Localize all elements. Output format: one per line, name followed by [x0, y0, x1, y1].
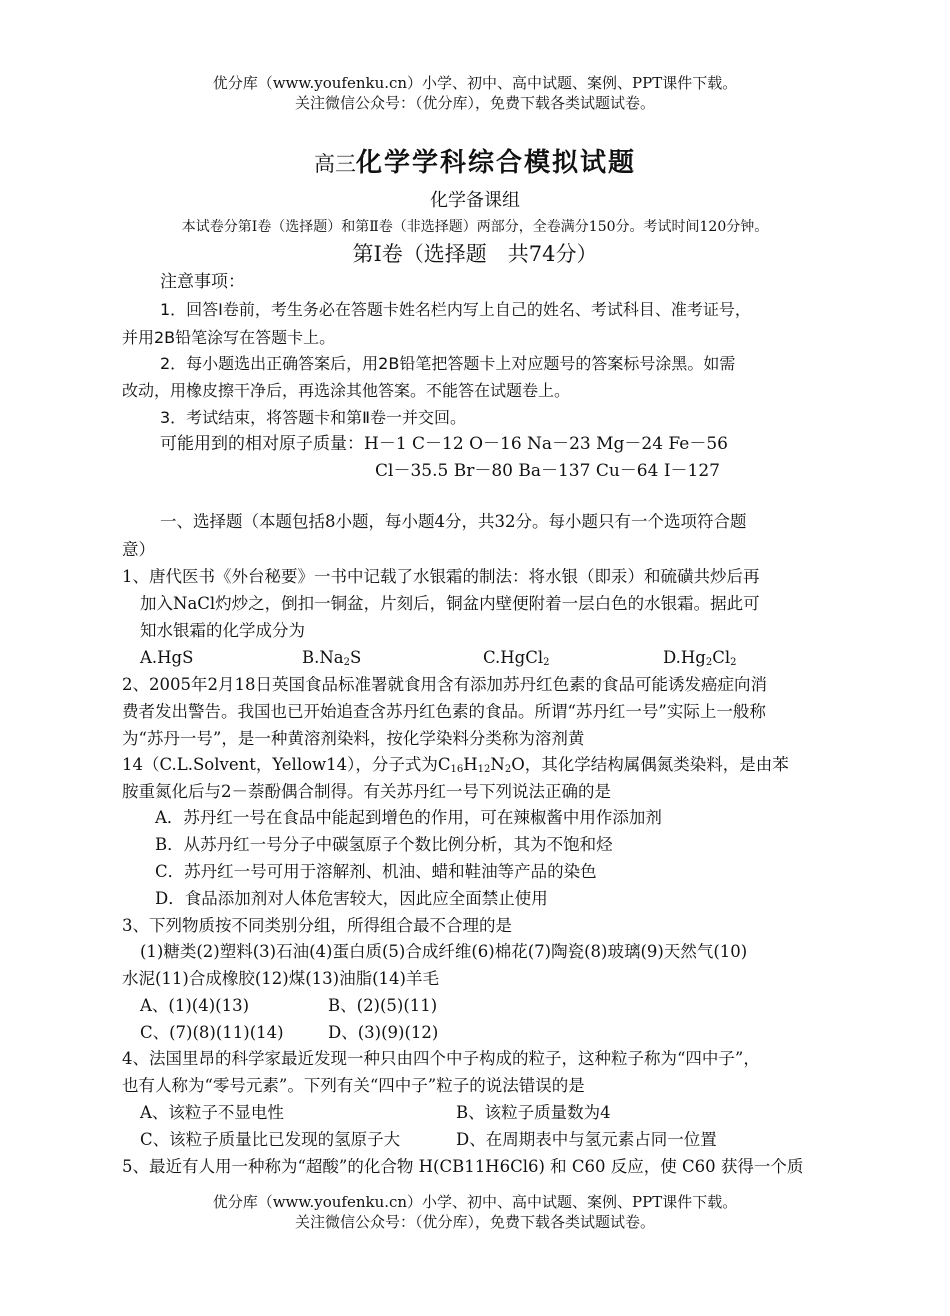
q1-option-a: A.HgS: [140, 648, 194, 667]
section-heading: 第Ⅰ卷（选择题 共74分）: [352, 242, 598, 266]
note-1a: 1．回答Ⅰ卷前，考生务必在答题卡姓名栏内写上自己的姓名、考试科目、准考证号，: [160, 300, 751, 319]
atomic-mass-line1: 可能用到的相对原子质量：H－1 C－12 O－16 Na－23 Mg－24 Fe－56: [160, 434, 728, 454]
q1-option-c: C.HgCl$_2$: [483, 648, 550, 668]
q4-option-a: A、该粒子不显电性: [140, 1103, 284, 1122]
exam-title-main: 化学学科综合模拟试题: [355, 148, 636, 178]
note-3: 3．考试结束，将答题卡和第Ⅱ卷一并交回。: [160, 408, 467, 427]
q4-option-d: D、在周期表中与氢元素占同一位置: [456, 1130, 717, 1149]
part1-instruction-b: 意）: [122, 540, 155, 559]
q3-line1: 3、下列物质按不同类别分组，所得组合最不合理的是: [122, 916, 512, 935]
q4-option-b: B、该粒子质量数为4: [456, 1103, 611, 1122]
q3-option-b: B、(2)(5)(11): [328, 996, 438, 1015]
notes-heading: 注意事项：: [160, 272, 245, 292]
q3-line3: 水泥(11)合成橡胶(12)煤(13)油脂(14)羊毛: [122, 969, 439, 988]
atomic-mass-line2: Cl－35.5 Br－80 Ba－137 Cu－64 I－127: [375, 461, 720, 481]
q2-line1: 2、2005年2月18日英国食品标准署就食用含有添加苏丹红色素的食品可能诱发癌症向消: [122, 675, 767, 694]
q2-line4: 14（C.L.Solvent，Yellow14），分子式为$C_{16}H_{12}N_2O$，其化学结构属偶氮类染料，是由苯: [122, 755, 789, 775]
q1-line2: 加入NaCl灼炒之，倒扣一铜盆，片刻后，铜盆内壁便附着一层白色的水银霜。据此可: [140, 594, 760, 613]
page-header-line2: 关注微信公众号：（优分库），免费下载各类试题试卷。: [294, 94, 655, 112]
q1-option-d: $D.Hg_2Cl_2$: [663, 648, 737, 668]
q5-line1: 5、最近有人用一种称为“超酸”的化合物 H(CB11H6Cl6) 和 C60 反应，使 C60 获得一个质: [122, 1157, 804, 1176]
q1-line1: 1、唐代医书《外台秘要》一书中记载了水银霜的制法：将水银（即汞）和硫磺共炒后再: [122, 567, 760, 586]
q1-line3: 知水银霜的化学成分为: [140, 621, 305, 640]
q2-option-a: A．苏丹红一号在食品中能起到增色的作用，可在辣椒酱中用作添加剂: [155, 808, 662, 827]
q4-option-c: C、该粒子质量比已发现的氢原子大: [140, 1130, 401, 1149]
exam-subtitle: 化学备课组: [430, 190, 520, 211]
exam-title-prefix: 高三: [313, 152, 356, 176]
q2-line3: 为“苏丹一号”，是一种黄溶剂染料，按化学染料分类称为溶剂黄: [122, 729, 585, 748]
page-footer-line1: 优分库（www.youfenku.cn）小学、初中、高中试题、案例、PPT课件下载。: [212, 1193, 738, 1211]
q3-line2: (1)糖类(2)塑料(3)石油(4)蛋白质(5)合成纤维(6)棉花(7)陶瓷(8)玻璃(9)天然气(10): [140, 942, 748, 961]
q4-line1: 4、法国里昂的科学家最近发现一种只由四个中子构成的粒子，这种粒子称为“四中子”，: [122, 1049, 760, 1068]
note-2a: 2．每小题选出正确答案后，用2B铅笔把答题卡上对应题号的答案标号涂黑。如需: [160, 354, 736, 373]
q2-option-c: C．苏丹红一号可用于溶解剂、机油、蜡和鞋油等产品的染色: [155, 862, 597, 881]
exam-intro: 本试卷分第Ⅰ卷（选择题）和第Ⅱ卷（非选择题）两部分，全卷满分150分。考试时间120分钟。: [181, 219, 769, 235]
q3-option-c: C、(7)(8)(11)(14): [140, 1023, 284, 1042]
exam-title: [0, 150, 950, 176]
q2-option-b: B．从苏丹红一号分子中碳氢原子个数比例分析，其为不饱和烃: [155, 835, 613, 854]
q4-line2: 也有人称为“零号元素”。下列有关“四中子”粒子的说法错误的是: [122, 1076, 585, 1095]
part1-instruction-a: 一、选择题（本题包括8小题，每小题4分，共32分。每小题只有一个选项符合题: [160, 512, 747, 531]
q2-line5: 胺重氮化后与2－萘酚偶合制得。有关苏丹红一号下列说法正确的是: [122, 782, 611, 801]
page-header-line1: 优分库（www.youfenku.cn）小学、初中、高中试题、案例、PPT课件下载。: [212, 74, 738, 92]
note-2b: 改动，用橡皮擦干净后，再选涂其他答案。不能答在试题卷上。: [122, 381, 571, 400]
q3-option-a: A、(1)(4)(13): [140, 996, 250, 1015]
note-1b: 并用2B铅笔涂写在答题卡上。: [122, 328, 336, 347]
q1-option-b: $B.Na_2S$: [302, 648, 362, 668]
q2-option-d: D．食品添加剂对人体危害较大，因此应全面禁止使用: [155, 889, 548, 908]
q2-line2: 费者发出警告。我国也已开始追查含苏丹红色素的食品。所谓“苏丹红一号”实际上一般称: [122, 702, 766, 721]
page-footer-line2: 关注微信公众号：（优分库），免费下载各类试题试卷。: [294, 1213, 655, 1231]
q3-option-d: D、(3)(9)(12): [328, 1023, 439, 1042]
